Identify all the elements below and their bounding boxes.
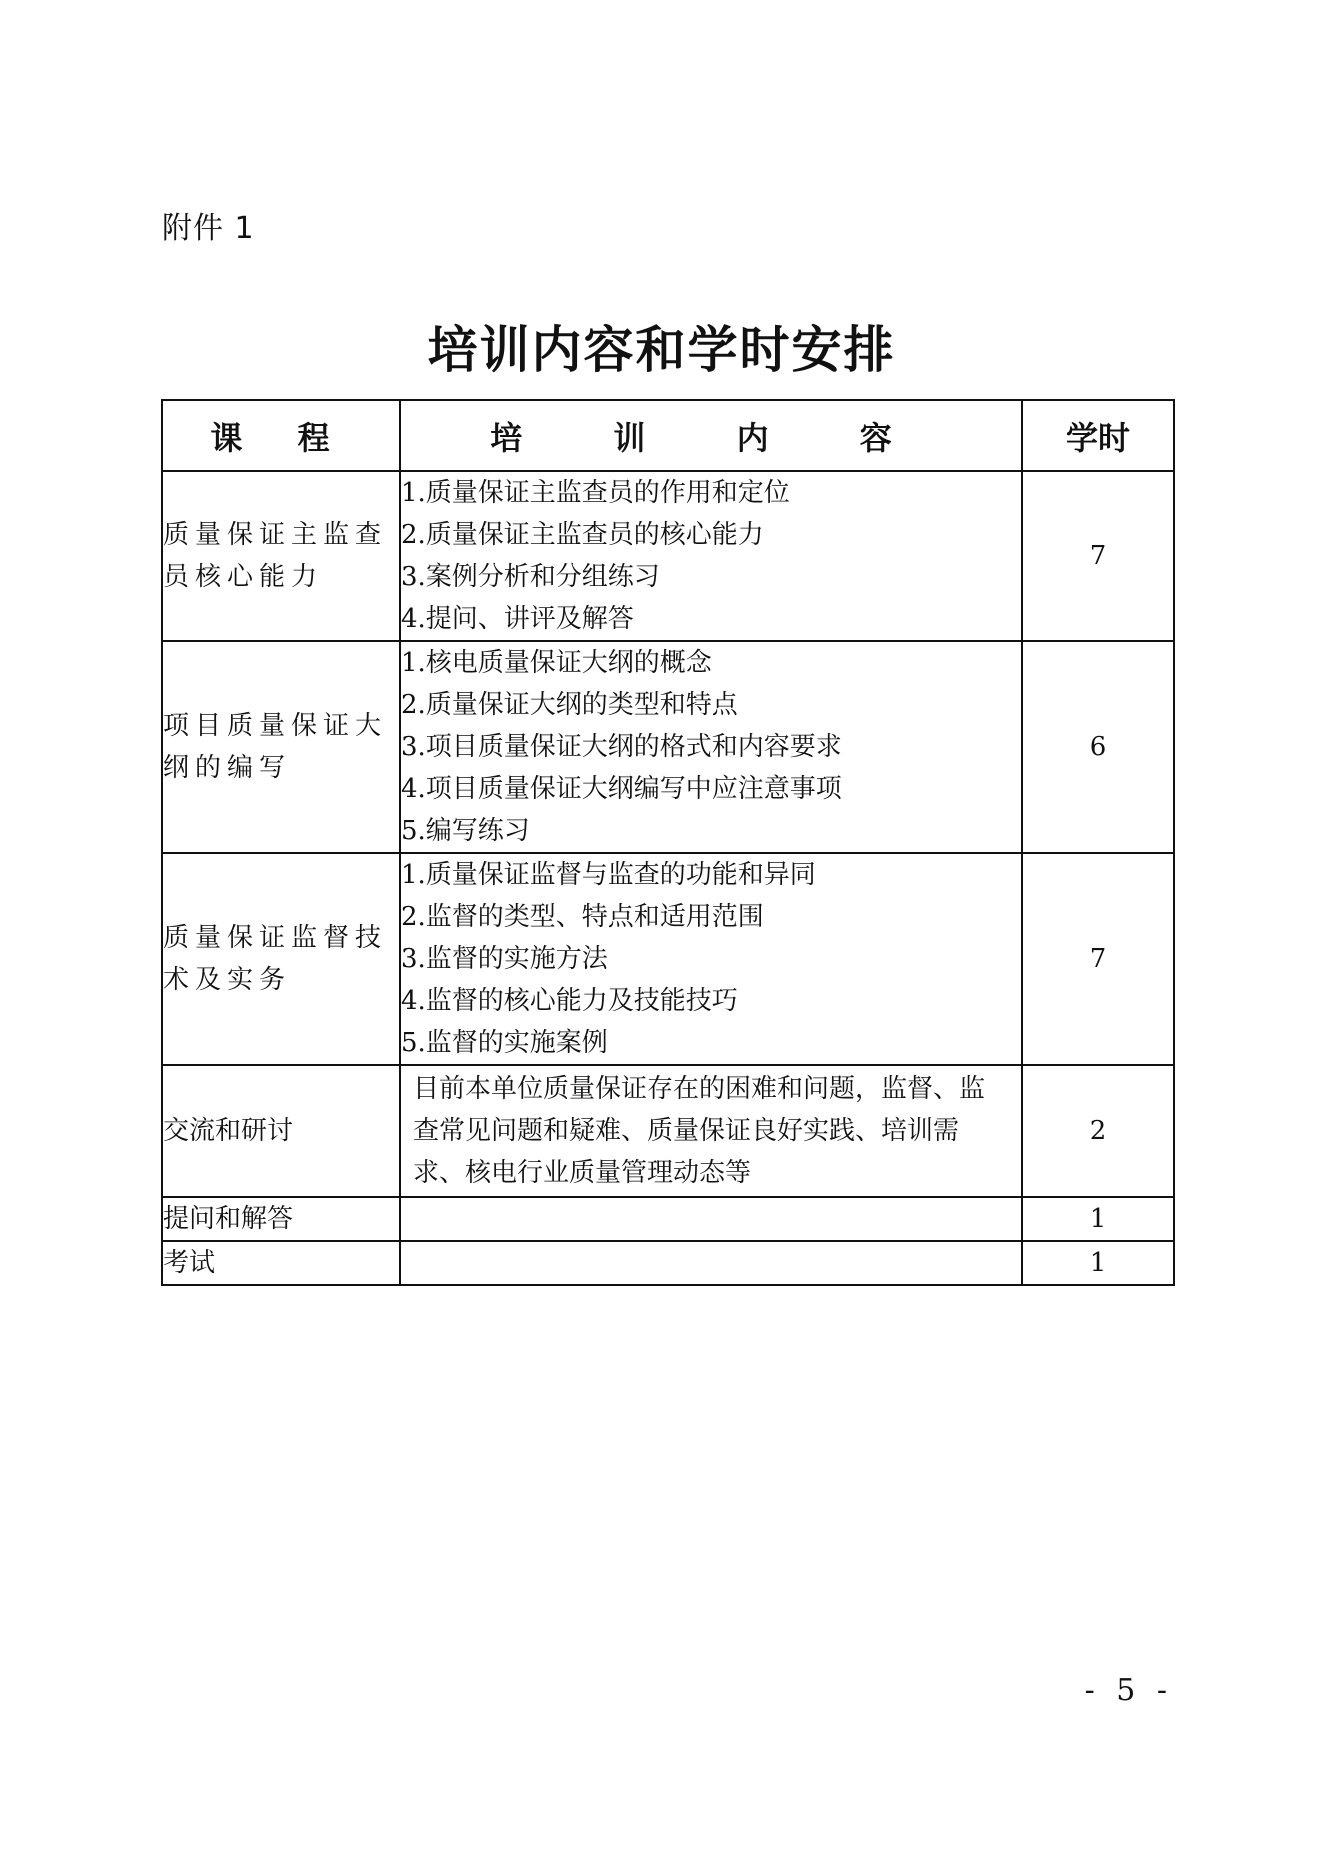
header-content: 培 训 内 容 [400, 400, 1022, 471]
content-item: 3.项目质量保证大纲的格式和内容要求 [401, 732, 842, 762]
content-cell [400, 1197, 1022, 1241]
course-cell: 项目质量保证大纲的编写 [162, 641, 400, 853]
content-item: 4.项目质量保证大纲编写中应注意事项 [401, 774, 842, 804]
content-cell: 目前本单位质量保证存在的困难和问题，监督、监查常见问题和疑难、质量保证良好实践、培训需求、核电行业质量管理动态等 [400, 1065, 1022, 1197]
hours-cell: 6 [1022, 641, 1174, 853]
hours-cell: 2 [1022, 1065, 1174, 1197]
document-title: 培训内容和学时安排 [427, 320, 896, 379]
table-row [162, 1241, 1174, 1285]
content-item: 2.监督的类型、特点和适用范围 [401, 902, 764, 932]
content-item: 1.质量保证主监查员的作用和定位 [401, 478, 790, 508]
table-header-row [162, 400, 1174, 471]
training-schedule-table [161, 399, 1175, 1286]
table-row [162, 641, 1174, 853]
course-cell: 质量保证主监查员核心能力 [162, 471, 400, 641]
course-cell: 交流和研讨 [162, 1065, 400, 1197]
content-cell [400, 471, 1022, 641]
content-item: 3.案例分析和分组练习 [401, 562, 660, 592]
page-number: - 5 - [1084, 1673, 1173, 1708]
course-cell: 考试 [162, 1241, 400, 1285]
hours-cell: 1 [1022, 1241, 1174, 1285]
content-item: 4.监督的核心能力及技能技巧 [401, 986, 738, 1016]
table-row [162, 1065, 1174, 1197]
course-cell: 提问和解答 [162, 1197, 400, 1241]
content-cell [400, 641, 1022, 853]
content-item: 5.监督的实施案例 [401, 1028, 608, 1058]
content-item: 5.编写练习 [401, 816, 530, 846]
hours-cell: 7 [1022, 471, 1174, 641]
header-course: 课 程 [162, 400, 400, 471]
content-item: 4.提问、讲评及解答 [401, 604, 634, 634]
table-row [162, 1197, 1174, 1241]
hours-cell: 7 [1022, 853, 1174, 1065]
content-item: 3.监督的实施方法 [401, 944, 608, 974]
content-item: 2.质量保证大纲的类型和特点 [401, 690, 738, 720]
content-cell [400, 853, 1022, 1065]
table-row [162, 471, 1174, 641]
content-item: 1.核电质量保证大纲的概念 [401, 648, 712, 678]
course-cell: 质量保证监督技术及实务 [162, 853, 400, 1065]
content-item: 1.质量保证监督与监查的功能和异同 [401, 860, 816, 890]
content-item: 2.质量保证主监查员的核心能力 [401, 520, 764, 550]
attachment-label: 附件 1 [162, 211, 255, 246]
content-cell [400, 1241, 1022, 1285]
hours-cell: 1 [1022, 1197, 1174, 1241]
table-row [162, 853, 1174, 1065]
header-hours: 学时 [1022, 400, 1174, 471]
